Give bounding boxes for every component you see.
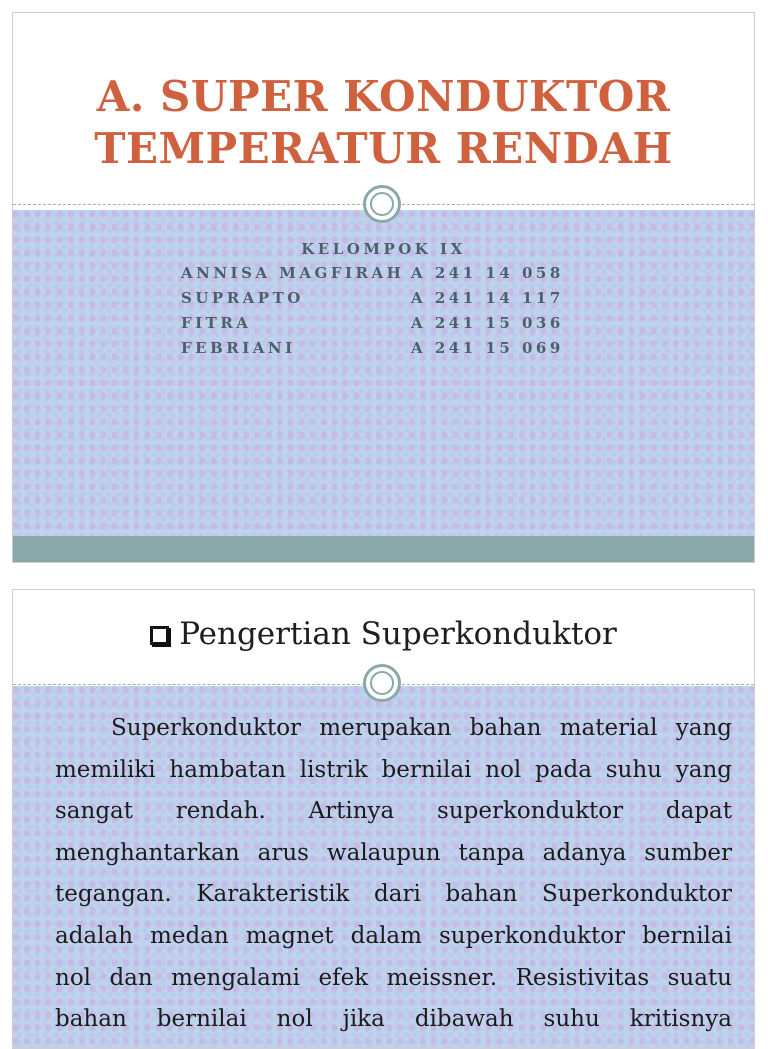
member-nim: A 241 14 058 (411, 264, 564, 282)
slide-title-heading (13, 71, 754, 175)
member-row (13, 311, 754, 336)
section-heading-text: Pengertian Superkonduktor (179, 616, 617, 652)
paragraph-line: bahan bernilai nol jika dibawah suhu kritisnya (55, 1006, 732, 1033)
member-row (13, 286, 754, 311)
title-line-2: TEMPERATUR RENDAH (94, 124, 673, 173)
ring-ornament-icon (363, 664, 401, 702)
paragraph-line: tegangan. Karakteristik dari bahan Superkonduktor (55, 881, 732, 908)
member-name: FITRA (181, 314, 252, 332)
paragraph-line: memiliki hambatan listrik bernilai nol pada suhu yang (55, 756, 732, 783)
checkbox-icon (150, 626, 169, 645)
group-info (13, 237, 754, 361)
paragraph-line: adalah medan magnet dalam superkonduktor bernilai (55, 922, 732, 949)
paragraph-line: nol dan mengalami efek meissner. Resistivitas suatu (55, 964, 732, 991)
member-nim: A 241 14 117 (411, 289, 564, 307)
member-row (13, 336, 754, 361)
title-line-1: A. SUPER KONDUKTOR (96, 72, 671, 121)
member-nim: A 241 15 069 (411, 339, 564, 357)
member-name: FEBRIANI (181, 339, 296, 357)
member-name: SUPRAPTO (181, 289, 304, 307)
ring-ornament-icon (363, 185, 401, 223)
section-heading (13, 614, 754, 654)
slide-definition (12, 589, 755, 1049)
member-row (13, 261, 754, 286)
paragraph-line: Superkonduktor merupakan bahan material yang (111, 715, 732, 741)
member-name: ANNISA MAGFIRAH (181, 264, 405, 282)
member-nim: A 241 15 036 (411, 314, 564, 332)
group-label: KELOMPOK IX (301, 240, 466, 258)
definition-paragraph (55, 708, 732, 1041)
paragraph-line: sangat rendah. Artinya superkonduktor dapat (55, 798, 732, 825)
paragraph-line: menghantarkan arus walaupun tanpa adanya sumber (55, 839, 732, 866)
footer-bar (13, 536, 754, 563)
slide-title (12, 12, 755, 563)
